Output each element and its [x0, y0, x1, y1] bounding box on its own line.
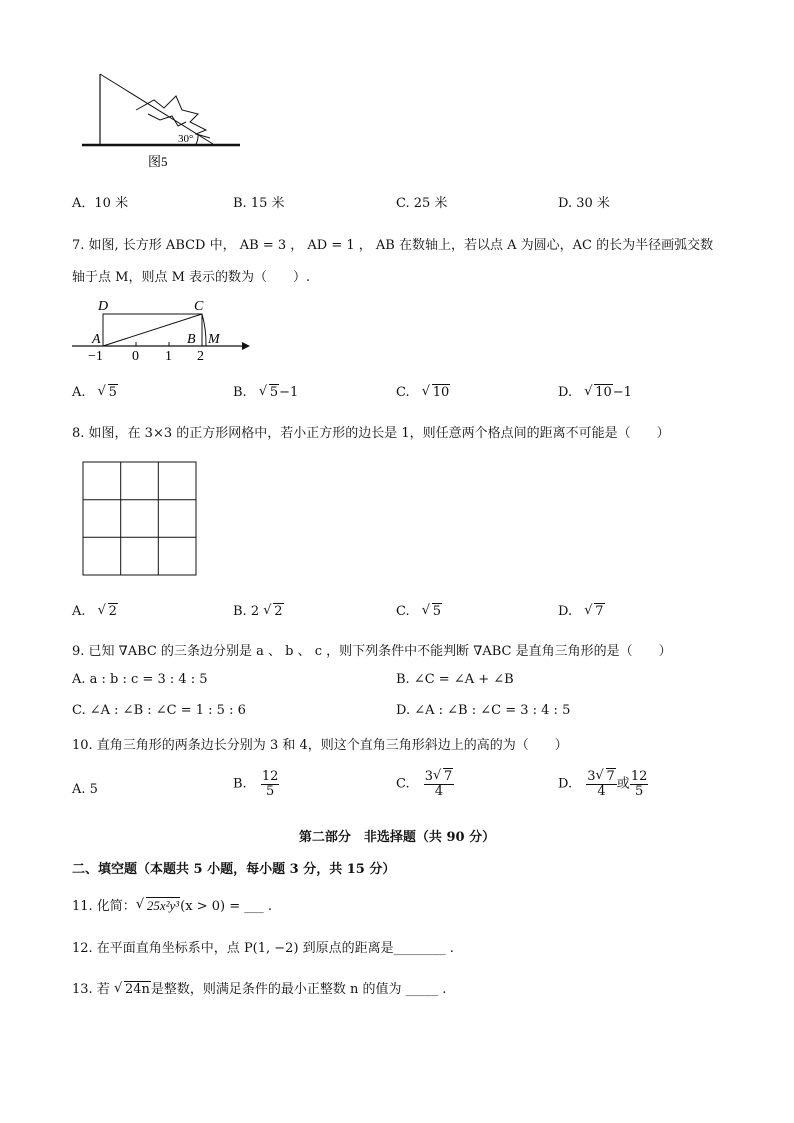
- q9-option-b: B. ∠C = ∠A + ∠B: [396, 672, 514, 687]
- option-letter: B.: [233, 776, 247, 792]
- denominator: 4: [434, 783, 444, 799]
- sqrt-sign: [98, 604, 118, 619]
- fraction: [630, 770, 649, 798]
- coefficient: 3: [587, 769, 596, 784]
- q8-stem: 8. 如图，在 3×3 的正方形网格中，若小正方形的边长是 1，则任意两个格点间的距离不可能是（ ）: [72, 426, 670, 441]
- numerator: 12: [261, 769, 279, 784]
- fraction: [261, 770, 280, 798]
- q6-option-c: C. 25 米: [396, 196, 448, 211]
- fraction: [424, 770, 455, 798]
- q7-stem-line1: 7. 如图, 长方形 ABCD 中， AB = 3 ， AD = 1 ， AB 在数轴上，若以点 A 为圆心，AC 的长为半径画弧交数: [72, 238, 714, 253]
- grid-border: [83, 462, 196, 575]
- denominator: 5: [634, 783, 644, 799]
- q10-option-b: [233, 770, 279, 798]
- radicand: 24n: [124, 982, 150, 997]
- tick-label-0: 0: [132, 349, 139, 362]
- q11-prefix: 11. 化简：: [72, 899, 136, 914]
- q10-option-d: [558, 770, 648, 798]
- tick-label-neg1: −1: [88, 349, 103, 362]
- label-b: B: [187, 332, 196, 347]
- figure-5: [78, 70, 248, 170]
- sqrt-sign: [263, 604, 283, 619]
- radicand: 7: [444, 769, 453, 784]
- q8-option-a: [72, 604, 118, 619]
- q6-option-d: D. 30 米: [558, 196, 610, 211]
- axis-arrow-icon: [242, 342, 250, 350]
- radicand: 5: [269, 385, 279, 400]
- q9-option-c: C. ∠A : ∠B : ∠C = 1 : 5 : 6: [72, 703, 246, 718]
- sqrt-sign: [422, 604, 442, 619]
- q7-option-b: [233, 385, 298, 400]
- or-word: 或: [616, 776, 630, 792]
- option-letter: D.: [558, 776, 573, 792]
- denominator: 5: [265, 783, 275, 799]
- sqrt-sign: [584, 604, 604, 619]
- option-suffix: −1: [279, 385, 299, 400]
- sqrt-sign: [136, 898, 180, 914]
- label-d: D: [98, 299, 109, 314]
- q9-stem: 9. 已知 ∇ABC 的三条边分别是 a 、 b 、 c ，则下列条件中不能判断 ∇ABC 是直角三角形的是（ ）: [72, 644, 672, 659]
- radicand: 25x²y³: [146, 898, 180, 913]
- radicand: 2: [274, 604, 283, 619]
- angle-label: 30°: [178, 133, 194, 145]
- sqrt-sign: [584, 385, 613, 400]
- q9-option-a: A. a : b : c = 3 : 4 : 5: [72, 672, 208, 687]
- section2-title: 二、填空题（本题共 5 小题，每小题 3 分，共 15 分）: [72, 862, 396, 877]
- arc-cm: [202, 314, 206, 346]
- q8-option-d: [558, 604, 605, 619]
- option-letter: D.: [558, 604, 573, 619]
- numerator: [424, 770, 455, 785]
- q9-option-d: D. ∠A : ∠B : ∠C = 3 : 4 : 5: [396, 703, 571, 718]
- q7-stem-line2: 轴于点 M，则点 M 表示的数为（ ）.: [72, 270, 311, 285]
- q12: 12. 在平面直角坐标系中，点 P(1, −2) 到原点的距离是________ .: [72, 941, 454, 956]
- tick-label-2: 2: [197, 349, 204, 362]
- label-a: A: [92, 332, 101, 347]
- label-c: C: [194, 299, 204, 314]
- part2-title: 第二部分 非选择题（共 90 分）: [298, 830, 496, 845]
- q8-grid-figure: [82, 461, 198, 577]
- radicand: 5: [432, 604, 442, 619]
- label-m: M: [208, 332, 220, 347]
- q10-option-c: [396, 770, 454, 798]
- q13: [72, 978, 446, 997]
- numerator: [586, 770, 617, 785]
- q6-option-b: B. 15 米: [233, 196, 285, 211]
- option-letter: B. 2: [233, 604, 260, 619]
- option-letter: C.: [396, 776, 410, 792]
- fraction: [586, 770, 617, 798]
- sqrt-sign: [422, 385, 451, 400]
- q7-option-c: [396, 385, 450, 400]
- q13-prefix: 13. 若: [72, 982, 110, 997]
- option-letter: D.: [558, 385, 573, 400]
- q11: [72, 895, 272, 914]
- denominator: 4: [597, 783, 606, 799]
- q8-option-c: [396, 604, 442, 619]
- sqrt-sign: [98, 385, 118, 400]
- sqrt-sign: [259, 385, 279, 400]
- sqrt-sign: [596, 770, 616, 784]
- q10-option-a: A. 5: [72, 782, 98, 797]
- radicand: 5: [108, 385, 117, 400]
- option-letter: B.: [233, 385, 247, 400]
- angle-arc: [196, 134, 198, 144]
- sqrt-sign: [114, 982, 151, 997]
- radicand: 2: [108, 604, 117, 619]
- option-suffix: −1: [612, 385, 632, 400]
- q11-suffix: (x > 0) = ___ .: [180, 899, 272, 914]
- q10-stem: 10. 直角三角形的两条边长分别为 3 和 4，则这个直角三角形斜边上的高的为（ ）: [72, 738, 568, 753]
- radicand: 10: [595, 385, 612, 400]
- option-letter: A.: [72, 385, 86, 400]
- q8-option-b: [233, 604, 284, 619]
- option-letter: C.: [396, 385, 410, 400]
- radicand: 7: [606, 769, 615, 784]
- coefficient: 3: [424, 769, 434, 784]
- radicand: 10: [432, 385, 450, 400]
- q7-figure: [66, 292, 256, 362]
- option-letter: A.: [72, 604, 86, 619]
- tick-label-1: 1: [165, 349, 172, 362]
- numerator: 12: [630, 769, 648, 784]
- radicand: 7: [595, 604, 604, 619]
- q7-option-d: [558, 385, 632, 400]
- q6-option-a: A．10 米: [72, 196, 129, 211]
- option-letter: C.: [396, 604, 410, 619]
- q13-suffix: 是整数，则满足条件的最小正整数 n 的值为 _____ .: [150, 982, 447, 997]
- sqrt-sign: [433, 770, 453, 784]
- q7-option-a: [72, 385, 118, 400]
- figure-caption: 图5: [148, 154, 168, 169]
